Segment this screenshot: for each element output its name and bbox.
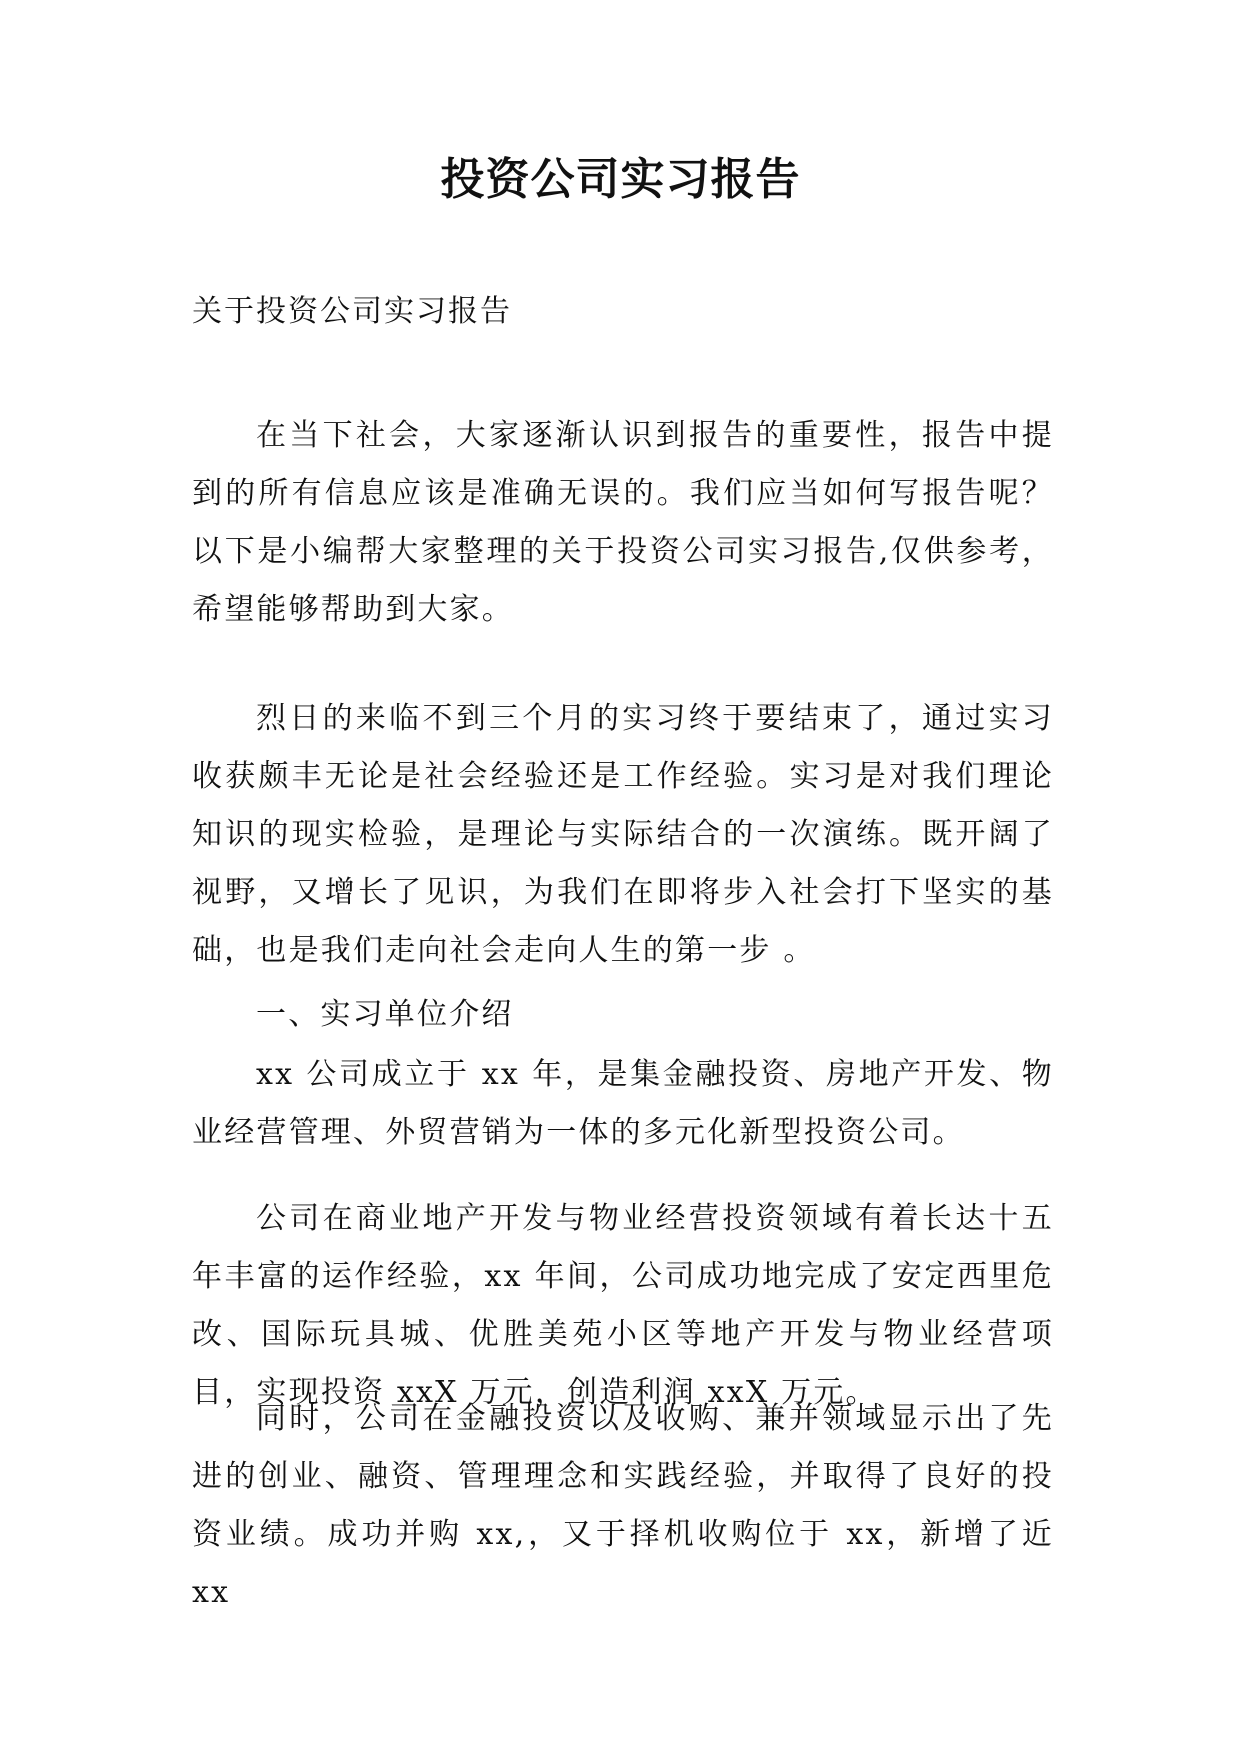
section-heading-company-intro: 一、实习单位介绍 xyxy=(256,997,514,1032)
document-subtitle: 关于投资公司实习报告 xyxy=(192,294,512,329)
paragraph-internship-summary: 烈日的来临不到三个月的实习终于要结束了，通过实习收获颇丰无论是社会经验还是工作经验。实习是对我们理论知识的现实检验，是理论与实际结合的一次演练。既开阔了视野，又增长了见识，为我们在即将步入社会打下坚实的基础，也是我们走向社会走向人生的第一步 。 xyxy=(192,701,1054,968)
paragraph-intro: 在当下社会，大家逐渐认识到报告的重要性，报告中提到的所有信息应该是准确无误的。我们应当如何写报告呢？以下是小编帮大家整理的关于投资公司实习报告,仅供参考，希望能够帮助到大家。 xyxy=(192,418,1054,627)
paragraph-finance-investment: 同时，公司在金融投资以及收购、兼并领域显示出了先进的创业、融资、管理理念和实践经验，并取得了良好的投资业绩。成功并购 xx,，又于择机收购位于 xx，新增了近 xx xyxy=(192,1401,1054,1610)
document-title: 投资公司实习报告 xyxy=(440,154,801,205)
paragraph-real-estate-experience: 公司在商业地产开发与物业经营投资领域有着长达十五年丰富的运作经验，xx 年间，公司成功地完成了安定西里危改、国际玩具城、优胜美苑小区等地产开发与物业经营项目，实现投资 xxX 万元，创造利润 xxX 万元。 xyxy=(192,1201,1054,1410)
paragraph-company-overview: xx 公司成立于 xx 年，是集金融投资、房地产开发、物业经营管理、外贸营销为一体的多元化新型投资公司。 xyxy=(192,1057,1054,1150)
